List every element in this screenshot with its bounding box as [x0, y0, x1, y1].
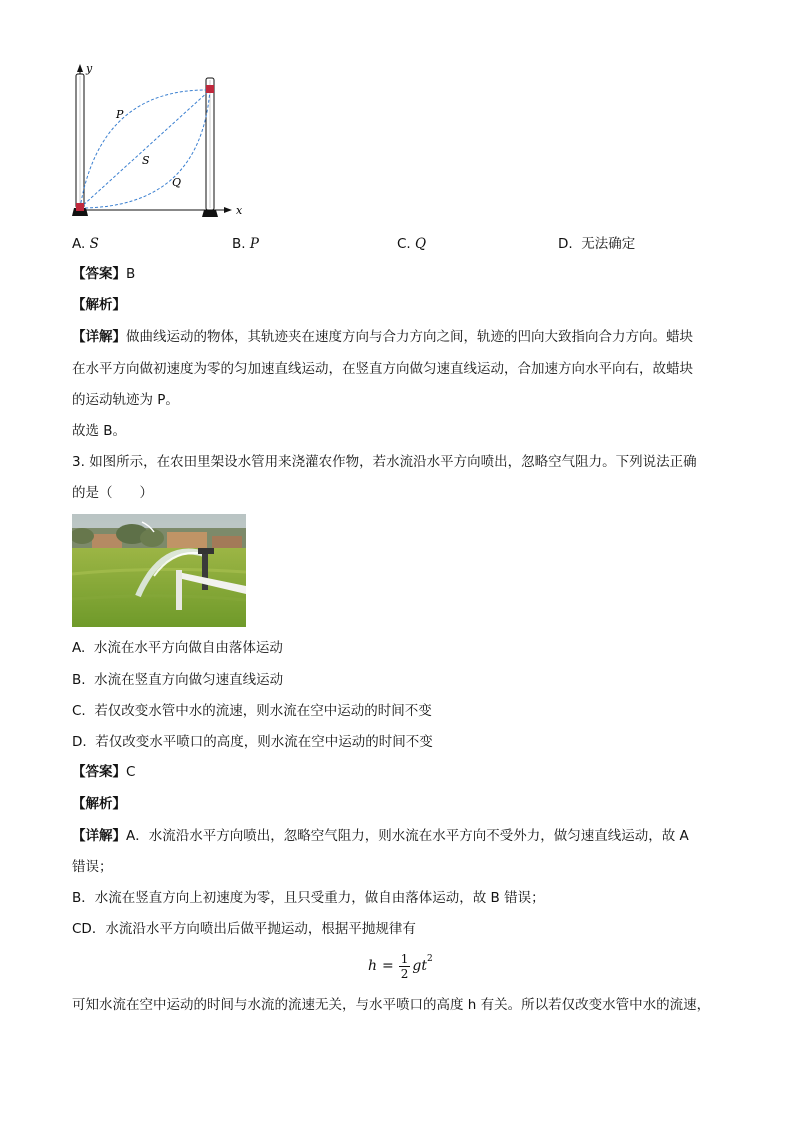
q2-detail-line-1: 【详解】做曲线运动的物体，其轨迹夹在速度方向与合力方向之间，轨迹的凹向大致指向合力方向。蜡块	[72, 329, 693, 345]
q3-analysis-label: 【解析】	[72, 796, 126, 812]
q2-option-c: C. Q	[397, 236, 427, 252]
q2-detail-line-3: 的运动轨迹为 P。	[72, 392, 179, 408]
q3-stem-line-1: 3. 如图所示，在农田里架设水管用来浇灌农作物，若水流沿水平方向喷出，忽略空气阻力。下列说法正确	[72, 454, 697, 470]
formula-denominator: 2	[400, 966, 409, 981]
block-end	[206, 85, 214, 93]
q2-analysis-label: 【解析】	[72, 297, 126, 313]
block-start	[76, 203, 84, 211]
x-axis-arrow	[224, 207, 232, 213]
q3-detail-line-4: CD．水流沿水平方向喷出后做平抛运动，根据平抛规律有	[72, 921, 416, 937]
formula-free-fall	[368, 945, 433, 987]
q3-detail-line-3: B．水流在竖直方向上初速度为零，且只受重力，做自由落体运动，故 B 错误；	[72, 890, 545, 906]
q3-last-line: 可知水流在空中运动的时间与水流的流速无关，与水平喷口的高度 h 有关。所以若仅改变水管中水的流速，	[72, 997, 711, 1013]
q3-stem-line-2: 的是（ ）	[72, 485, 153, 501]
q3-option-b: B. 水流在竖直方向做匀速直线运动	[72, 672, 284, 688]
formula-gt: gt	[412, 958, 427, 974]
formula-exponent: 2	[427, 954, 433, 964]
label-p: P	[116, 108, 124, 121]
q3-detail-line-2: 错误；	[72, 859, 113, 875]
formula-h: h	[368, 958, 378, 974]
q2-option-a: A. S	[72, 236, 99, 252]
label-q: Q	[172, 176, 182, 189]
q2-answer: 【答案】B	[72, 266, 136, 282]
q2-detail-line-2: 在水平方向做初速度为零的匀加速直线运动，在竖直方向做匀速直线运动，合加速方向水平向右，故蜡块	[72, 361, 693, 377]
formula-fraction	[399, 952, 411, 981]
q2-conclusion: 故选 B。	[72, 423, 127, 439]
irrigation-photo	[72, 514, 246, 627]
trajectory-diagram	[60, 58, 260, 228]
q3-detail-line-1: 【详解】A．水流沿水平方向喷出，忽略空气阻力，则水流在水平方向不受外力，做匀速直线运动，故 A	[72, 828, 689, 844]
formula-eq: =	[382, 958, 394, 974]
q3-answer: 【答案】C	[72, 764, 136, 780]
right-tube-base	[202, 210, 218, 217]
y-axis-arrow	[77, 64, 83, 72]
q2-option-b: B. P	[232, 236, 259, 252]
q2-option-d: D. 无法确定	[558, 236, 636, 252]
q3-option-c: C. 若仅改变水管中水的流速，则水流在空中运动的时间不变	[72, 703, 432, 719]
label-s: S	[142, 154, 150, 167]
x-axis-label: x	[236, 204, 243, 217]
y-axis-label: y	[86, 62, 93, 75]
q3-option-a: A. 水流在水平方向做自由落体运动	[72, 640, 283, 656]
formula-numerator: 1	[400, 951, 409, 966]
q3-option-d: D. 若仅改变水平喷口的高度，则水流在空中运动的时间不变	[72, 734, 433, 750]
